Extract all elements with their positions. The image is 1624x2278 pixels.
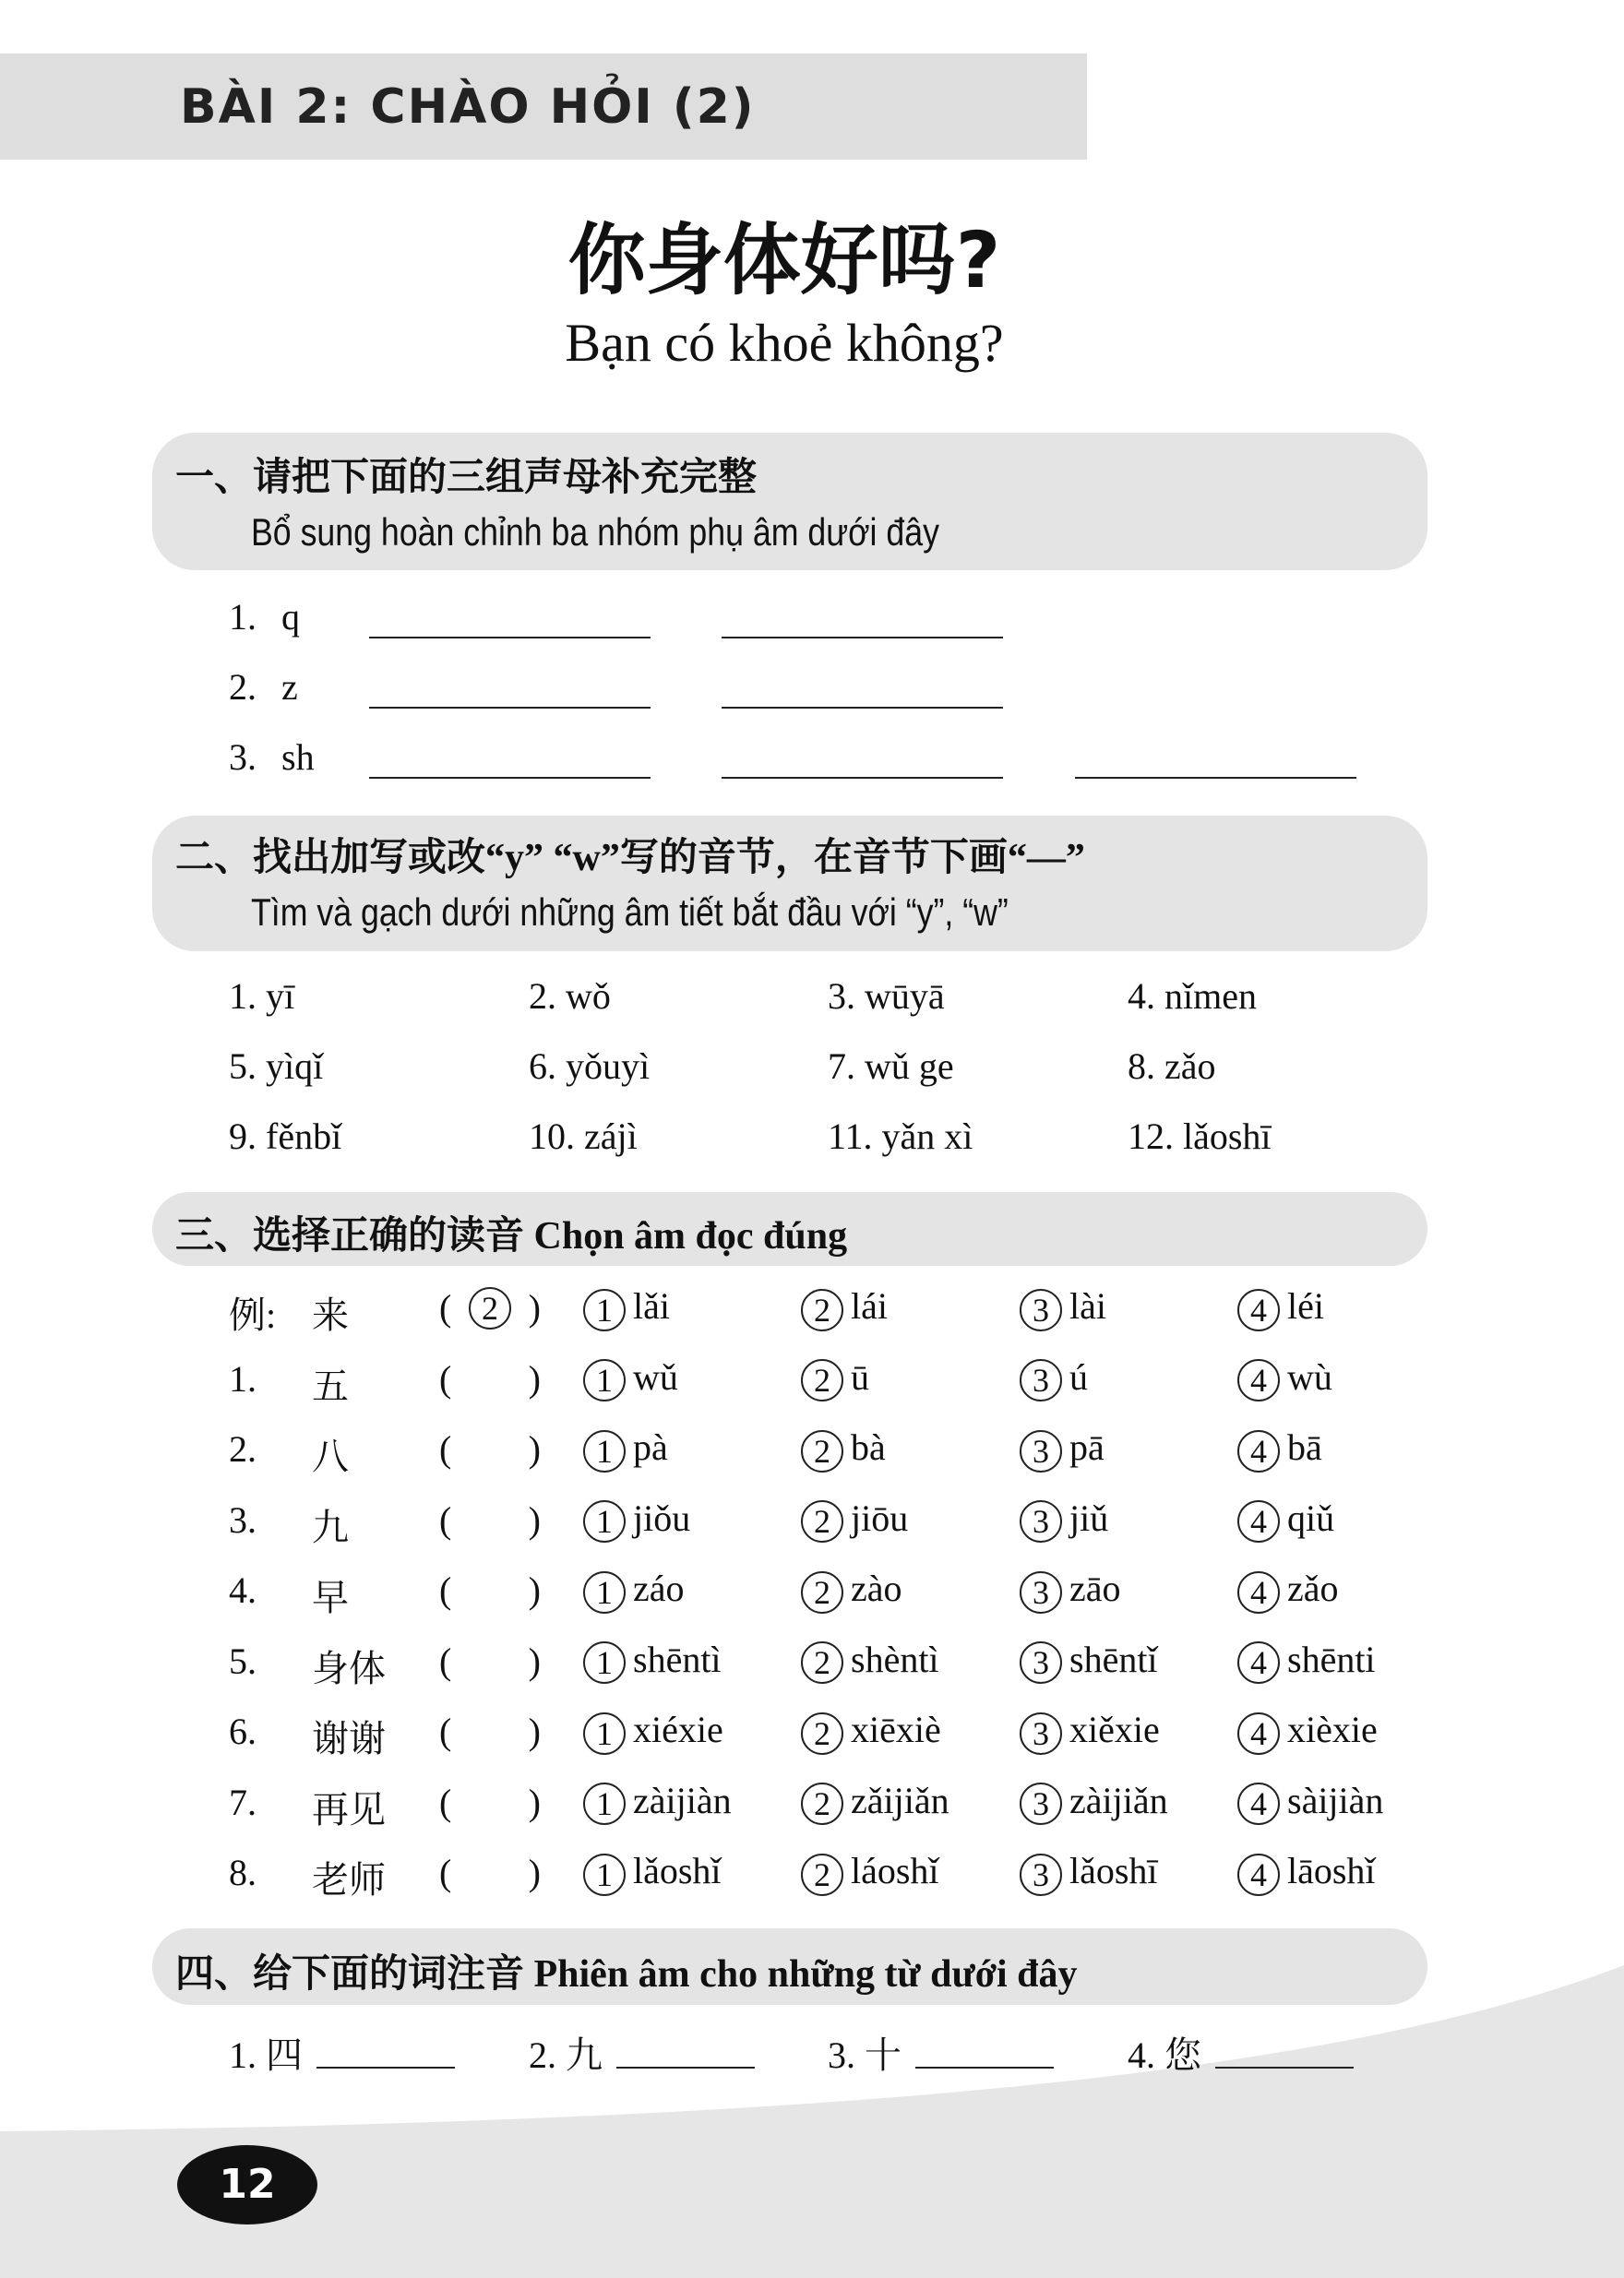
item-number: 1.	[229, 596, 257, 638]
option-choice[interactable]	[801, 1779, 949, 1826]
syllable-item: 1. yī	[229, 975, 295, 1017]
option-choice[interactable]	[1237, 1284, 1324, 1331]
option-pinyin: shēntì	[633, 1638, 722, 1680]
option-pinyin: jiōu	[851, 1497, 909, 1539]
option-number-circle: 3	[1020, 1430, 1062, 1473]
option-number-circle: 3	[1020, 1289, 1062, 1331]
option-number-circle: 1	[583, 1359, 626, 1401]
option-choice[interactable]	[1237, 1355, 1332, 1402]
word-item: 2. 九	[529, 2034, 603, 2076]
answer-bracket[interactable]: ( )	[439, 1640, 541, 1682]
option-pinyin: lǎi	[633, 1285, 670, 1327]
answer-bracket[interactable]: ( )	[439, 1428, 541, 1470]
syllable-item: 12. lǎoshī	[1128, 1115, 1272, 1157]
option-choice[interactable]	[801, 1425, 886, 1473]
answer-bracket[interactable]: ( )	[439, 1569, 541, 1611]
option-number-circle: 3	[1020, 1571, 1062, 1614]
option-number-circle: 2	[801, 1571, 843, 1614]
answer-blank[interactable]	[1215, 2067, 1354, 2069]
word-item: 4. 您	[1128, 2034, 1201, 2076]
option-pinyin: lāoshǐ	[1287, 1850, 1376, 1891]
option-choice[interactable]	[583, 1779, 732, 1826]
syllable-item: 11. yǎn xì	[828, 1115, 973, 1157]
chinese-word: 谢谢	[312, 1718, 386, 1759]
option-number-circle: 3	[1020, 1783, 1062, 1825]
option-choice[interactable]	[583, 1355, 678, 1402]
question-number: 6.	[229, 1711, 257, 1752]
syllable-item: 6. yǒuyì	[529, 1045, 651, 1087]
option-pinyin: záo	[633, 1568, 685, 1609]
option-choice[interactable]	[1237, 1638, 1376, 1685]
option-pinyin: ū	[851, 1355, 869, 1398]
chinese-word: 五	[312, 1365, 349, 1407]
option-pinyin: xièxie	[1287, 1709, 1378, 1750]
option-choice[interactable]	[583, 1567, 685, 1614]
option-pinyin: qiǔ	[1287, 1497, 1335, 1539]
answer-blank[interactable]	[1075, 777, 1356, 779]
syllable-item: 9. fěnbǐ	[229, 1115, 342, 1157]
option-number-circle: 1	[583, 1571, 626, 1614]
section2-title-vi: Tìm và gạch dưới những âm tiết bắt đầu với “y”, “w”	[251, 890, 1009, 934]
option-pinyin: xiēxiè	[851, 1709, 941, 1750]
option-number-circle: 2	[801, 1854, 843, 1896]
option-number-circle: 2	[801, 1641, 843, 1684]
page-title-chinese: 你身体好吗?	[567, 215, 1001, 305]
question-number: 4.	[229, 1569, 257, 1611]
option-pinyin: léi	[1287, 1285, 1324, 1327]
option-choice[interactable]	[1020, 1355, 1088, 1402]
option-pinyin: láoshǐ	[851, 1850, 939, 1891]
section4-title: 四、给下面的词注音 Phiên âm cho những từ dưới đây	[175, 1953, 1078, 1996]
option-number-circle: 2	[801, 1359, 843, 1401]
answer-blank[interactable]	[616, 2067, 755, 2069]
syllable-item: 7. wǔ ge	[828, 1045, 954, 1087]
section3-title: 三、选择正确的读音 Chọn âm đọc đúng	[175, 1215, 848, 1258]
option-choice[interactable]	[1020, 1708, 1160, 1755]
option-pinyin: jiǒu	[633, 1497, 691, 1539]
answer-bracket[interactable]: ( )	[439, 1852, 541, 1893]
section1-title-vi: Bổ sung hoàn chỉnh ba nhóm phụ âm dưới đây	[251, 510, 939, 554]
option-number-circle: 4	[1237, 1500, 1280, 1543]
option-choice[interactable]	[1020, 1284, 1106, 1331]
answer-bracket[interactable]: ( 2 )	[439, 1287, 541, 1329]
answer-bracket[interactable]: ( )	[439, 1781, 541, 1823]
option-choice[interactable]	[1020, 1849, 1158, 1896]
option-number-circle: 4	[1237, 1783, 1280, 1825]
option-number-circle: 4	[1237, 1712, 1280, 1755]
option-number-circle: 3	[1020, 1359, 1062, 1401]
option-number-circle: 4	[1237, 1430, 1280, 1473]
option-choice[interactable]	[1020, 1425, 1105, 1473]
question-number: 5.	[229, 1640, 257, 1682]
option-number-circle: 2	[801, 1500, 843, 1543]
option-pinyin: zàijiàn	[633, 1779, 732, 1821]
option-pinyin: zǎijiǎn	[851, 1779, 949, 1821]
option-number-circle: 4	[1237, 1289, 1280, 1331]
lesson-title: BÀI 2: CHÀO HỎI (2)	[180, 79, 756, 135]
chinese-word: 再见	[312, 1788, 386, 1831]
section1-title-cn: 一、请把下面的三组声母补充完整	[175, 457, 758, 499]
initial-letter: sh	[281, 736, 315, 778]
syllable-item: 10. zájì	[529, 1115, 638, 1157]
question-number: 1.	[229, 1357, 257, 1400]
option-pinyin: shēnti	[1287, 1638, 1376, 1680]
option-choice[interactable]	[801, 1708, 941, 1755]
answer-blank[interactable]	[722, 637, 1003, 638]
chinese-word: 老师	[312, 1859, 386, 1901]
option-choice[interactable]	[801, 1567, 902, 1614]
option-choice[interactable]	[583, 1284, 670, 1331]
option-pinyin: pà	[633, 1426, 668, 1468]
question-number: 例:	[229, 1294, 277, 1336]
option-number-circle: 1	[583, 1641, 626, 1684]
option-number-circle: 3	[1020, 1854, 1062, 1896]
option-choice[interactable]	[1020, 1779, 1168, 1826]
syllable-item: 2. wǒ	[529, 975, 611, 1017]
page-number: 12	[177, 2145, 317, 2224]
option-choice[interactable]	[801, 1849, 939, 1896]
option-pinyin: lǎoshī	[1069, 1850, 1158, 1891]
answer-blank[interactable]	[369, 637, 651, 638]
option-pinyin: pā	[1069, 1426, 1105, 1468]
syllable-item: 8. zǎo	[1128, 1045, 1216, 1087]
option-number-circle: 1	[583, 1854, 626, 1896]
option-choice[interactable]	[1020, 1638, 1158, 1685]
answer-bracket[interactable]: ( )	[439, 1711, 541, 1752]
option-pinyin: shēntǐ	[1069, 1638, 1158, 1680]
question-number: 3.	[229, 1498, 257, 1541]
option-number-circle: 1	[583, 1500, 626, 1543]
syllable-item: 5. yìqǐ	[229, 1045, 324, 1087]
answer-blank[interactable]	[722, 777, 1003, 779]
option-number-circle: 4	[1237, 1359, 1280, 1401]
option-number-circle: 4	[1237, 1641, 1280, 1684]
option-choice[interactable]	[1020, 1567, 1121, 1614]
syllable-item: 3. wūyā	[828, 975, 945, 1017]
option-number-circle: 2	[801, 1430, 843, 1473]
option-choice[interactable]	[1237, 1779, 1383, 1826]
option-choice[interactable]	[1237, 1567, 1339, 1614]
option-number-circle: 2	[801, 1783, 843, 1825]
option-choice[interactable]	[1237, 1425, 1322, 1473]
option-pinyin: wù	[1287, 1355, 1332, 1398]
option-number-circle: 3	[1020, 1500, 1062, 1543]
answer-blank[interactable]	[316, 2067, 455, 2069]
option-choice[interactable]	[583, 1708, 723, 1755]
option-number-circle: 2	[801, 1289, 843, 1331]
option-pinyin: lái	[851, 1285, 888, 1327]
initial-letter: z	[281, 666, 298, 708]
option-number-circle: 1	[583, 1289, 626, 1331]
syllable-item: 4. nǐmen	[1128, 975, 1257, 1017]
option-number-circle: 1	[583, 1783, 626, 1825]
option-pinyin: jiǔ	[1069, 1497, 1109, 1539]
option-pinyin: lài	[1069, 1285, 1106, 1327]
option-choice[interactable]	[801, 1638, 939, 1685]
answer-blank[interactable]	[369, 707, 651, 709]
option-pinyin: xiěxie	[1069, 1709, 1160, 1750]
option-pinyin: wǔ	[633, 1355, 678, 1398]
option-pinyin: zào	[851, 1568, 902, 1609]
word-item: 3. 十	[828, 2034, 902, 2076]
chinese-word: 身体	[312, 1647, 386, 1689]
chinese-word: 九	[312, 1506, 349, 1548]
answer-blank[interactable]	[722, 707, 1003, 709]
option-pinyin: zǎo	[1287, 1568, 1339, 1609]
question-number: 2.	[229, 1428, 257, 1470]
option-number-circle: 1	[583, 1430, 626, 1473]
page-title-vietnamese: Bạn có khoẻ không?	[565, 313, 1004, 373]
option-pinyin: zāo	[1069, 1568, 1121, 1609]
option-choice[interactable]	[583, 1497, 690, 1544]
option-choice[interactable]	[1020, 1497, 1108, 1544]
item-number: 2.	[229, 666, 257, 708]
option-pinyin: lǎoshǐ	[633, 1850, 722, 1891]
option-pinyin: sàijiàn	[1287, 1779, 1384, 1821]
option-number-circle: 3	[1020, 1712, 1062, 1755]
option-choice[interactable]	[1237, 1497, 1334, 1544]
word-item: 1. 四	[229, 2034, 303, 2076]
answer-bracket[interactable]: ( )	[439, 1498, 541, 1541]
answer-bracket[interactable]: ( )	[439, 1357, 541, 1400]
option-choice[interactable]	[1237, 1708, 1378, 1755]
option-pinyin: xiéxie	[633, 1709, 723, 1750]
option-number-circle: 3	[1020, 1641, 1062, 1684]
option-choice[interactable]	[801, 1284, 888, 1331]
option-number-circle: 4	[1237, 1571, 1280, 1614]
chinese-word: 来	[312, 1294, 349, 1336]
question-number: 8.	[229, 1852, 257, 1893]
option-choice[interactable]	[801, 1355, 869, 1402]
option-pinyin: zàijiǎn	[1069, 1779, 1168, 1821]
option-pinyin: shèntì	[851, 1638, 939, 1680]
option-choice[interactable]	[583, 1425, 668, 1473]
option-number-circle: 1	[583, 1712, 626, 1755]
section2-title-cn: 二、找出加写或改“y” “w”写的音节，在音节下画“—”	[175, 837, 1085, 879]
answer-blank[interactable]	[369, 777, 651, 779]
question-number: 7.	[229, 1781, 257, 1823]
answer-blank[interactable]	[915, 2067, 1054, 2069]
selected-answer: 2	[469, 1287, 511, 1330]
option-pinyin: bā	[1287, 1426, 1322, 1468]
item-number: 3.	[229, 736, 257, 778]
option-choice[interactable]	[1237, 1849, 1376, 1896]
option-number-circle: 4	[1237, 1854, 1280, 1896]
chinese-word: 八	[312, 1436, 349, 1477]
option-pinyin: ú	[1069, 1355, 1088, 1398]
option-choice[interactable]	[801, 1497, 908, 1544]
option-choice[interactable]	[583, 1849, 722, 1896]
option-number-circle: 2	[801, 1712, 843, 1755]
initial-letter: q	[281, 596, 300, 638]
option-pinyin: bà	[851, 1426, 886, 1468]
chinese-word: 早	[312, 1577, 349, 1618]
option-choice[interactable]	[583, 1638, 722, 1685]
